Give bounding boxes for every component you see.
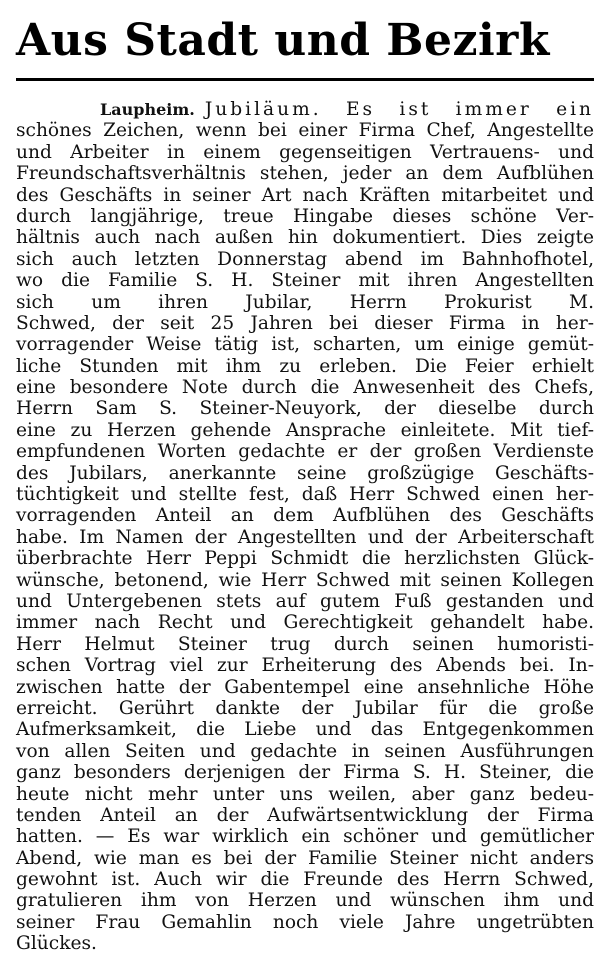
- article-line: habe. Im Namen der Angestellten und der Arbeiterschaft: [16, 526, 594, 548]
- article-line: erreicht. Gerührt dankte der Jubilar für die große: [16, 697, 594, 719]
- article-line: wo die Familie S. H. Steiner mit ihren Angestellten: [16, 270, 594, 292]
- article-line: gratulieren ihm von Herzen und wünschen ihm und: [16, 890, 594, 912]
- article-line: überbrachte Herr Peppi Schmidt die herzlichsten Glück-: [16, 548, 594, 570]
- headline-rule: [16, 78, 594, 81]
- article-line: sich um ihren Jubilar, Herrn Prokurist M.: [16, 291, 594, 313]
- article-line: eine zu Herzen gehende Ansprache einleitete. Mit tief-: [16, 419, 594, 441]
- article-line: des Jubilars, anerkannte seine großzügige Geschäfts-: [16, 462, 594, 484]
- article-line: immer nach Recht und Gerechtigkeit gehandelt habe.: [16, 612, 594, 634]
- article-line: Freundschaftsverhältnis stehen, jeder an dem Aufblühen: [16, 163, 594, 185]
- article-body: [16, 99, 594, 955]
- article-line: sich auch letzten Donnerstag abend im Bahnhofhotel,: [16, 248, 594, 270]
- article-line: Schwed, der seit 25 Jahren bei dieser Firma in her-: [16, 312, 594, 334]
- article-line: zwischen hatte der Gabentempel eine ansehnliche Höhe: [16, 676, 594, 698]
- article-line: Abend, wie man es bei der Familie Steiner nicht anders: [16, 847, 594, 869]
- article-line: hatten. — Es war wirklich ein schöner und gemütlicher: [16, 826, 594, 848]
- article-line: durch langjährige, treue Hingabe dieses schöne Ver-: [16, 205, 594, 227]
- article-line: liche Stunden mit ihm zu erleben. Die Feier erhielt: [16, 355, 594, 377]
- article-line: Laupheim. Jubiläum. Es ist immer ein: [100, 99, 594, 120]
- article-line: wünsche, betonend, wie Herr Schwed mit seinen Kollegen: [16, 569, 594, 591]
- article-line: Aufmerksamkeit, die Liebe und das Entgegenkommen: [16, 719, 594, 741]
- dateline: Laupheim.: [100, 100, 195, 119]
- article-line: von allen Seiten und gedachte in seinen Ausführungen: [16, 740, 594, 762]
- article-line: heute nicht mehr unter uns weilen, aber ganz bedeu-: [16, 783, 594, 805]
- article-line: ganz besonders derjenigen der Firma S. H. Steiner, die: [16, 762, 594, 784]
- article-line: vorragenden Anteil an dem Aufblühen des Geschäfts: [16, 505, 594, 527]
- article-line: schönes Zeichen, wenn bei einer Firma Chef, Angestellte: [16, 120, 594, 142]
- article-line: und Arbeiter in einem gegenseitigen Vertrauens- und: [16, 141, 594, 163]
- article-line: vorragender Weise tätig ist, scharten, um einige gemüt-: [16, 334, 594, 356]
- article-line: des Geschäfts in seiner Art nach Kräften mitarbeitet und: [16, 184, 594, 206]
- article-line: gewohnt ist. Auch wir die Freunde des Herrn Schwed,: [16, 869, 594, 891]
- article-line: Herrn Sam S. Steiner-Neuyork, der dieselbe durch: [16, 398, 594, 420]
- article-line: tüchtigkeit und stellte fest, daß Herr Schwed einen her-: [16, 484, 594, 506]
- article-line: und Untergebenen stets auf gutem Fuß gestanden und: [16, 590, 594, 612]
- article-line: hältnis auch nach außen hin dokumentiert. Dies zeigte: [16, 227, 594, 249]
- article-line: seiner Frau Gemahlin noch viele Jahre ungetrübten: [16, 911, 594, 933]
- article-line: Herr Helmut Steiner trug durch seinen humoristi-: [16, 633, 594, 655]
- article-line: schen Vortrag viel zur Erheiterung des Abends bei. In-: [16, 655, 594, 677]
- article-line: eine besondere Note durch die Anwesenheit des Chefs,: [16, 377, 594, 399]
- headline: Aus Stadt und Bezirk: [16, 15, 550, 66]
- article-line: tenden Anteil an der Aufwärtsentwicklung der Firma: [16, 804, 594, 826]
- article-line: empfundenen Worten gedachte er der großen Verdienste: [16, 441, 594, 463]
- article-line: Glückes.: [16, 933, 97, 955]
